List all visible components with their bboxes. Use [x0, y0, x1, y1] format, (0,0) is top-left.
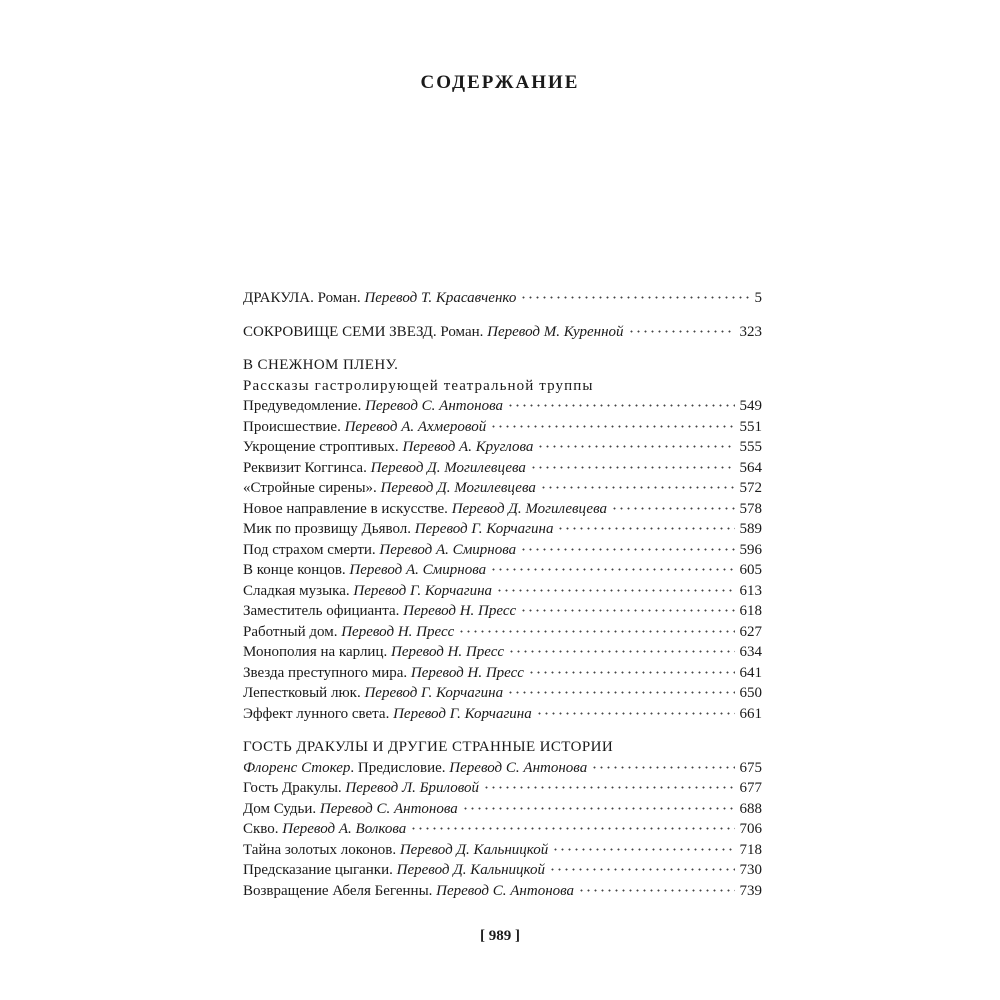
entry-translator: Перевод Н. Пресс: [403, 603, 517, 619]
entry-title: Укрощение строптивых.: [243, 439, 403, 455]
toc-entry: [243, 437, 762, 458]
entry-translator: Перевод А. Смирнова: [349, 562, 487, 578]
dot-leader: [520, 609, 734, 612]
dot-leader: [549, 868, 735, 871]
dot-leader: [537, 445, 734, 448]
entry-title-text: [243, 288, 516, 309]
entry-title: СОКРОВИЩЕ СЕМИ ЗВЕЗД. Роман.: [243, 323, 488, 340]
entry-title-text: [243, 560, 486, 581]
toc-entry: [243, 860, 762, 881]
entry-translator: Перевод Д. Могилевцева: [370, 459, 526, 476]
entry-translator: Перевод Л. Бриловой: [345, 780, 480, 796]
dot-leader: [591, 766, 734, 769]
entry-translator: Перевод М. Куренной: [487, 323, 624, 340]
dot-leader: [507, 404, 735, 407]
toc-entry: [243, 778, 762, 799]
entry-page-number: 730: [739, 862, 762, 878]
entry-title-text: [243, 778, 479, 799]
toc-entry: [243, 819, 762, 840]
entry-translator: Перевод С. Антонова: [319, 800, 458, 817]
toc-entry: [243, 581, 762, 602]
entry-translator: Перевод Г. Корчагина: [364, 685, 504, 701]
entry-page-number: 634: [739, 644, 762, 660]
entry-title: Сладкая музыка.: [243, 582, 354, 599]
entry-page-number: 718: [739, 841, 762, 858]
toc-entry: [243, 560, 762, 581]
dot-leader: [628, 330, 735, 333]
dot-leader: [462, 807, 735, 810]
entry-page-number: 578: [739, 500, 762, 517]
entry-page-number: 739: [739, 882, 762, 899]
entry-page-number: 706: [739, 821, 762, 837]
toc-entry: [243, 478, 762, 499]
dot-leader: [458, 630, 734, 633]
entry-title: Заместитель официанта.: [243, 603, 404, 619]
toc-entry: [243, 663, 762, 684]
entry-title-text: [243, 437, 533, 458]
entry-translator: Перевод А. Круглова: [402, 439, 534, 455]
entry-translator: Перевод Н. Пресс: [390, 644, 505, 660]
dot-leader: [490, 425, 734, 428]
entry-author: Флоренс Стокер: [243, 759, 351, 776]
dot-leader: [540, 486, 735, 489]
toc-entry: [243, 881, 762, 902]
entry-title: Монополия на карлиц.: [243, 644, 391, 660]
toc-entry: [243, 417, 762, 438]
entry-title-text: [243, 860, 545, 881]
entry-title-text: [243, 819, 406, 840]
entry-title-text: [243, 601, 516, 622]
entry-title: Предуведомление.: [243, 398, 366, 414]
entry-title: . Предисловие.: [350, 759, 450, 776]
entry-title: Работный дом.: [243, 623, 342, 640]
dot-leader: [530, 466, 735, 469]
toc-entry: [243, 704, 762, 725]
entry-title-text: [243, 499, 607, 520]
entry-translator: Перевод А. Ахмеровой: [344, 418, 487, 435]
entry-title: Под страхом смерти.: [243, 541, 380, 558]
toc-entry: [243, 288, 762, 309]
dot-leader: [410, 827, 734, 830]
entry-page-number: 675: [739, 759, 762, 776]
entry-page-number: 5: [754, 290, 762, 306]
entry-title-text: [243, 704, 532, 725]
entry-title: Скво.: [243, 821, 283, 837]
entry-title-text: [243, 881, 574, 902]
entry-title: Тайна золотых локонов.: [243, 841, 400, 858]
section-entries: [243, 396, 762, 724]
entry-title: Дом Судьи.: [243, 800, 320, 817]
dot-leader: [520, 548, 734, 551]
entry-page-number: 551: [739, 418, 762, 435]
page-title: СОДЕРЖАНИЕ: [420, 72, 580, 93]
entry-title-text: [243, 581, 492, 602]
entry-translator: Перевод Т. Красавченко: [364, 290, 517, 306]
entry-page-number: 323: [739, 323, 762, 340]
entry-title-text: [243, 458, 526, 479]
entry-title-text: [243, 642, 504, 663]
entry-title-text: [243, 478, 536, 499]
entry-page-number: 627: [739, 623, 762, 640]
section-subheading: Рассказы гастролирующей театральной труппы: [243, 377, 594, 394]
entry-page-number: 549: [739, 398, 762, 414]
entry-title-text: [243, 519, 553, 540]
entry-title: Новое направление в искусстве.: [243, 500, 452, 517]
entry-translator: Перевод С. Антонова: [365, 398, 503, 414]
toc-entry: [243, 642, 762, 663]
entry-title-text: [243, 417, 486, 438]
entry-title-text: [243, 322, 624, 343]
entry-translator: Перевод Г. Корчагина: [353, 582, 493, 599]
entry-page-number: 641: [739, 664, 762, 681]
entry-title: Лепестковый люк.: [243, 685, 365, 701]
entry-translator: Перевод Д. Кальницкой: [396, 862, 545, 878]
entry-page-number: 555: [739, 439, 762, 455]
toc-entry: [243, 540, 762, 561]
toc-entry: [243, 499, 762, 520]
entry-page-number: 605: [739, 562, 762, 578]
entry-title: В конце концов.: [243, 562, 350, 578]
entry-title-text: [243, 540, 516, 561]
entry-translator: Перевод Д. Могилевцева: [451, 500, 607, 517]
dot-leader: [578, 889, 734, 892]
entry-title-text: [243, 663, 524, 684]
toc-entry: [243, 322, 762, 343]
entry-page-number: 564: [739, 459, 762, 476]
entry-translator: Перевод Г. Корчагина: [414, 521, 554, 537]
dot-leader: [536, 712, 735, 715]
entry-page-number: 596: [739, 541, 762, 558]
entry-page-number: 618: [739, 603, 762, 619]
dot-leader: [507, 691, 734, 694]
dot-leader: [611, 507, 735, 510]
toc-entry: [243, 622, 762, 643]
entry-title: Мик по прозвищу Дьявол.: [243, 521, 415, 537]
dot-leader: [557, 527, 734, 530]
entry-title-text: [243, 622, 454, 643]
entry-title-text: [243, 758, 587, 779]
page-number-folio: [ 989 ]: [480, 928, 520, 944]
section-heading: В СНЕЖНОМ ПЛЕНУ.: [243, 357, 399, 373]
entry-title: Звезда преступного мира.: [243, 664, 411, 681]
section-heading: ГОСТЬ ДРАКУЛЫ И ДРУГИЕ СТРАННЫЕ ИСТОРИИ: [243, 739, 614, 755]
entry-page-number: 661: [739, 705, 762, 722]
entry-title: Гость Дракулы.: [243, 780, 346, 796]
dot-leader: [552, 848, 734, 851]
entry-title: «Стройные сирены».: [243, 480, 381, 496]
entry-translator: Перевод Г. Корчагина: [393, 705, 532, 722]
section-entries: [243, 778, 762, 901]
entry-translator: Перевод Н. Пресс: [410, 664, 524, 681]
toc-entry: [243, 601, 762, 622]
entry-translator: Перевод Д. Кальницкой: [399, 841, 549, 858]
dot-leader: [508, 650, 734, 653]
entry-page-number: 613: [739, 582, 762, 599]
toc-entry: [243, 840, 762, 861]
entry-title-text: [243, 396, 503, 417]
entry-translator: Перевод С. Антонова: [436, 882, 575, 899]
entry-translator: Перевод А. Волкова: [282, 821, 407, 837]
entry-title-text: [243, 683, 503, 704]
toc-entry: [243, 458, 762, 479]
entry-title: Происшествие.: [243, 418, 345, 435]
entry-title: Эффект лунного света.: [243, 705, 394, 722]
entry-page-number: 589: [739, 521, 762, 537]
dot-leader: [528, 671, 735, 674]
entry-title-text: [243, 799, 458, 820]
entry-page-number: 677: [739, 780, 762, 796]
table-of-contents: [243, 288, 762, 901]
toc-entry: [243, 683, 762, 704]
dot-leader: [483, 786, 734, 789]
toc-entry: [243, 519, 762, 540]
entry-translator: Перевод А. Смирнова: [379, 541, 517, 558]
entry-page-number: 688: [739, 800, 762, 817]
entry-translator: Перевод Д. Могилевцева: [380, 480, 536, 496]
entry-title: ДРАКУЛА. Роман.: [243, 290, 365, 306]
dot-leader: [490, 568, 734, 571]
entry-title: Возвращение Абеля Бегенны.: [243, 882, 437, 899]
entry-translator: Перевод С. Антонова: [449, 759, 588, 776]
dot-leader: [496, 589, 734, 592]
toc-entry: [243, 799, 762, 820]
toc-entry: [243, 396, 762, 417]
entry-translator: Перевод Н. Пресс: [341, 623, 455, 640]
entry-page-number: 572: [739, 480, 762, 496]
entry-title: Реквизит Коггинса.: [243, 459, 371, 476]
toc-entry: [243, 758, 762, 779]
entry-title-text: [243, 840, 548, 861]
entry-page-number: 650: [739, 685, 762, 701]
entry-title: Предсказание цыганки.: [243, 862, 397, 878]
dot-leader: [520, 296, 749, 299]
